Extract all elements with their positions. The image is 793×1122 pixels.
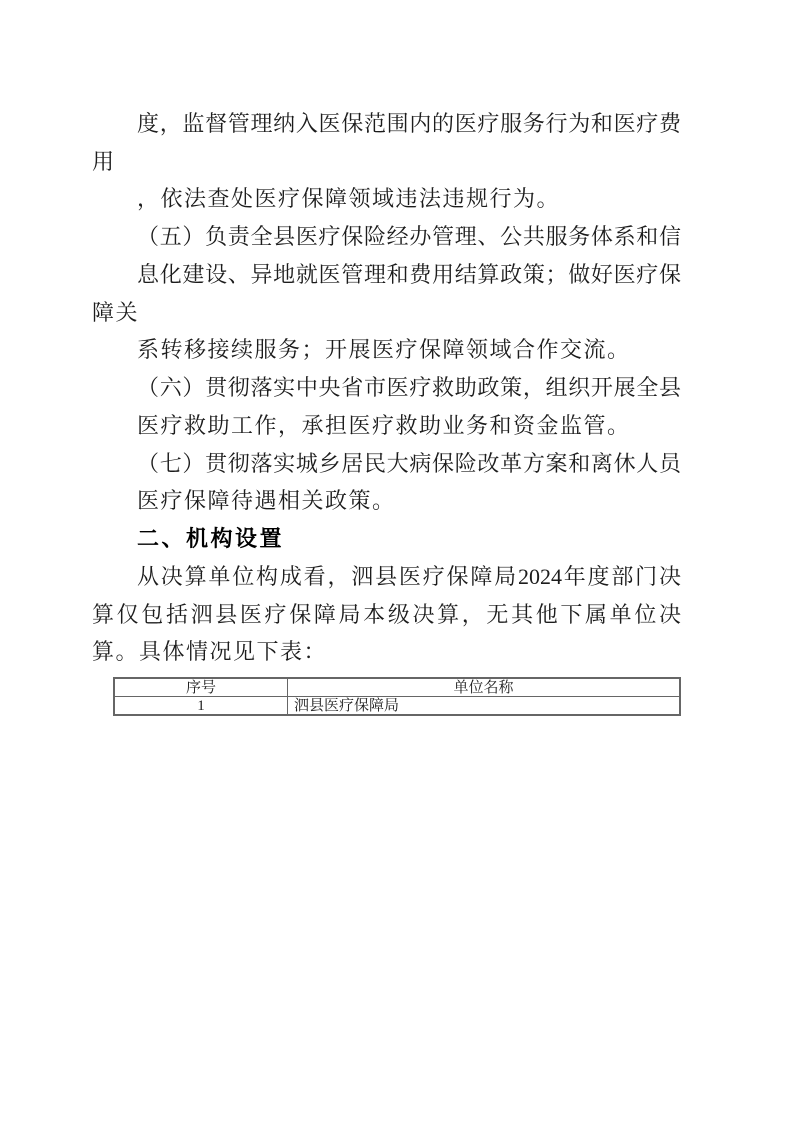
org-units-table <box>113 677 681 716</box>
table-header-unit-name: 单位名称 <box>288 678 681 697</box>
paragraph-line: 从决算单位构成看，泗县医疗保障局2024年度部门决 <box>137 564 681 589</box>
paragraph-line: （六）贯彻落实中央省市医疗救助政策，组织开展全县 <box>137 375 681 400</box>
table-header-serial: 序号 <box>114 678 288 697</box>
section-heading: 二、机构设置 <box>137 526 285 551</box>
paragraph-line: 算。具体情况见下表： <box>92 639 328 664</box>
paragraph-line: 医疗救助工作，承担医疗救助业务和资金监管。 <box>137 413 631 438</box>
paragraph-line: 医疗保障待遇相关政策。 <box>137 488 396 513</box>
paragraph-line: （五）负责全县医疗保险经办管理、公共服务体系和信 <box>137 224 681 249</box>
paragraph-line: 息化建设、异地就医管理和费用结算政策；做好医疗保 <box>137 262 681 287</box>
paragraph-line: 用 <box>92 149 116 174</box>
paragraph-line: 障关 <box>92 300 140 325</box>
paragraph-line: ，依法查处医疗保障领域违法违规行为。 <box>137 186 561 211</box>
paragraph-line: 系转移接续服务；开展医疗保障领域合作交流。 <box>137 337 631 362</box>
paragraph-line: 算仅包括泗县医疗保障局本级决算，无其他下属单位决 <box>92 602 681 627</box>
serial-number-cell: 1 <box>114 697 288 716</box>
paragraph-line: 度，监督管理纳入医保范围内的医疗服务行为和医疗费 <box>137 111 681 136</box>
unit-name-cell: 泗县医疗保障局 <box>288 697 681 716</box>
table-row <box>114 697 680 716</box>
table-header-row <box>114 678 680 697</box>
paragraph-line: （七）贯彻落实城乡居民大病保险改革方案和离休人员 <box>137 451 681 476</box>
